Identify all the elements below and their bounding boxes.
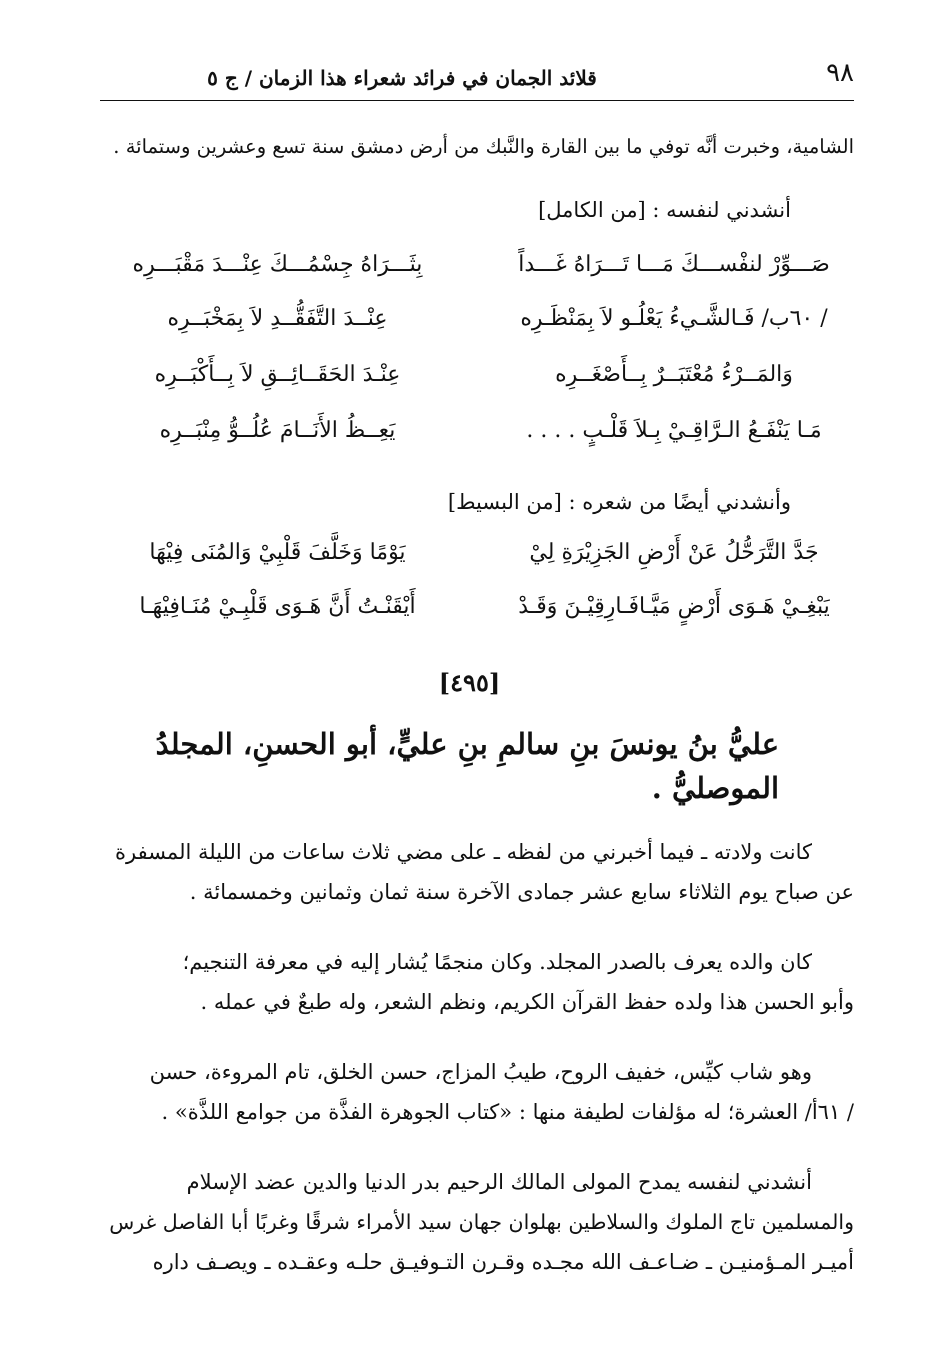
hemistich-second: عِنْـدَ الحَقَــائِــقِ لاَ بِــأَكْبَــرِه (154, 362, 401, 387)
entry-title-line: عليُّ بنُ يونسَ بنِ سالمِ بنِ عليٍّ، أبو الحسنِ، المجلدُ (155, 727, 779, 761)
text-line: كان والده يعرف بالصدر المجلد. وكان منجمًا يُشار إليه في معرفة التنجيم؛ (182, 950, 812, 974)
header-rule (100, 100, 854, 101)
text-line: / ٦١أ/ العشرة؛ له مؤلفات لطيفة منها : «كتاب الجوهرة الفذَّة من جوامع اللذَّة» . (161, 1100, 854, 1124)
hemistich-second: يَوْمًا وَخَلَّفَ قَلْبِيْ وَالمُنَى فِيْهَا (149, 540, 406, 565)
paragraph-father (100, 942, 854, 1022)
hemistich-first: يَبْغِـيْ هَـوَى أَرْضٍ مَيَّـافَـارِقِيْـنَ وَقَـدْ (518, 594, 830, 619)
hemistich-second: بِثَـــرَاهُ جِسْمُـــكَ عِنْـــدَ مَقْبَـــرِه (132, 252, 423, 277)
running-title: قلائد الجمان في فرائد شعراء هذا الزمان / ج ٥ (207, 66, 597, 90)
hemistich-second: عِنْــدَ التَّفَقُّــدِ لاَ بِمَخْبَــرِه (167, 306, 388, 331)
page-number: ٩٨ (826, 58, 854, 88)
verse-line (100, 594, 854, 634)
entry-title-line: الموصليُّ . (651, 771, 779, 805)
page-header (100, 58, 854, 98)
text-line: وأبو الحسن هذا ولده حفظ القرآن الكريم، ونظم الشعر، وله طبعٌ في عمله . (200, 990, 854, 1014)
text-line: الشامية، وخبرت أنَّه توفي ما بين القارة والنَّبك من أرض دمشق سنة تسع وعشرين وستمائة . (113, 135, 854, 158)
hemistich-first: وَالمَــرْءُ مُعْتَبَــرٌ بِــأَصْغَــرِه (555, 362, 793, 387)
hemistich-first: صَـــوِّرْ لنفْســـكَ مَـــا تَـــرَاهُ غَـــداً (518, 252, 830, 277)
hemistich-first: جَدَّ التَّرَحُّلُ عَنْ أَرْضِ الجَزِيْرَةِ لِيْ (529, 540, 819, 565)
text-line: أنشدني لنفسه يمدح المولى المالك الرحيم بدر الدنيا والدين عضد الإسلام (186, 1170, 812, 1194)
paragraph-character (100, 1052, 854, 1132)
text-line: عن صباح يوم الثلاثاء سابع عشر جمادى الآخرة سنة ثمان وثمانين وخمسمائة . (189, 880, 854, 904)
hemistich-first: مَـا يَنْفَـعُ الـرَّاقِـيْ بِـلاَ قَلْـبٍ . . . . (526, 418, 822, 443)
text-line: كانت ولادته ـ فيما أخبرني من لفظه ـ على مضي ثلاث ساعات من الليلة المسفرة (114, 840, 812, 864)
verse-line (100, 418, 854, 458)
verse-line (100, 540, 854, 580)
poem-intro-2: وأنشدني أيضًا من شعره : [من البسيط] (447, 490, 791, 514)
hemistich-second: أَيْقَنْـتُ أَنَّ هَـوَى قَلْبِـيْ مُنَـافِيْهَـا (139, 594, 416, 619)
hemistich-first: / ٦٠ب/ فَـالشَّـيءُ يَعْلُـو لاَ بِمَنْظَـرِه (520, 306, 828, 331)
entry-title (100, 722, 779, 810)
paragraph-birth (100, 832, 854, 912)
poem-intro-1: أنشدني لنفسه : [من الكامل] (538, 198, 791, 222)
paragraph-poem-intro (100, 1162, 854, 1282)
entry-number: [٤٩٥] (438, 668, 501, 697)
paragraph-top (100, 127, 854, 167)
hemistich-second: يَعِــظُ الأَنَــامَ عُلُــوُّ مِنْبَــرِه (159, 418, 396, 443)
verse-line (100, 252, 854, 292)
text-line: أميـر المـؤمنيـن ـ ضـاعـف الله مجـده وقـرن التـوفيـق حلـه وعقـده ـ ويصـف داره (152, 1250, 854, 1274)
verse-line (100, 306, 854, 346)
verse-line (100, 362, 854, 402)
text-line: وهو شاب كيِّس، خفيف الروح، طيبُ المزاج، حسن الخلق، تام المروءة، حسن (149, 1060, 812, 1084)
text-line: والمسلمين تاج الملوك والسلاطين بهلوان جهان سيد الأمراء شرقًا وغربًا أبا الفاصل غرس (109, 1210, 854, 1234)
